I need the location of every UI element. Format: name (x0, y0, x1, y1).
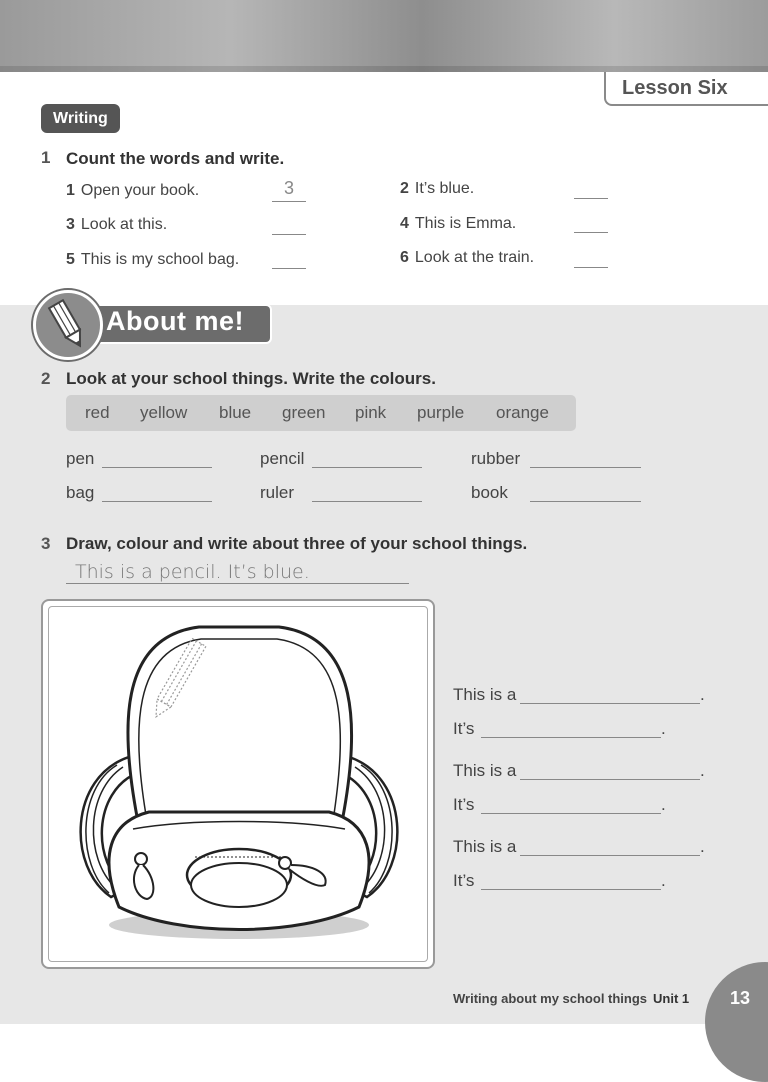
colour-answer-line[interactable] (102, 467, 212, 468)
ex1-answer-line-5[interactable] (272, 268, 306, 269)
sentence-3-line-1: This is a (453, 837, 517, 856)
sentence-answer-line[interactable] (520, 703, 700, 704)
sentence-2-line-1: This is a (453, 761, 517, 780)
sentence-answer-line[interactable] (481, 737, 661, 738)
colour-word: yellow (140, 403, 188, 422)
ex1-answer-1[interactable]: 3 (283, 178, 294, 198)
ex1-item-number: 5 (66, 251, 75, 268)
sentence-period: . (700, 761, 705, 780)
colour-answer-line[interactable] (530, 501, 641, 502)
ex1-item-text: This is Emma. (414, 215, 517, 232)
sentence-answer-line[interactable] (481, 813, 661, 814)
writing-badge: Writing (41, 104, 120, 133)
header-banner (0, 0, 768, 72)
drawing-area[interactable] (48, 606, 428, 962)
ex1-item-number: 4 (400, 215, 409, 232)
ex1-answer-line-3[interactable] (272, 234, 306, 235)
ex1-answer-line-4[interactable] (574, 232, 608, 233)
ex1-answer-line-6[interactable] (574, 267, 608, 268)
exercise-1-number: 1 (41, 148, 51, 167)
pencil-icon (36, 293, 100, 357)
ex1-item-text: This is my school bag. (80, 251, 240, 268)
sentence-period: . (661, 871, 666, 890)
ex1-item-4 (400, 215, 516, 233)
sentence-period: . (661, 795, 666, 814)
page-number: 13 (730, 988, 751, 1008)
sentence-answer-line[interactable] (520, 855, 700, 856)
example-line (66, 583, 409, 584)
exercise-2-instruction: Look at your school things. Write the colours. (66, 369, 436, 388)
ex1-item-number: 2 (400, 180, 409, 197)
colour-word: blue (219, 403, 252, 422)
pencil-badge (33, 290, 103, 360)
sentence-period: . (661, 719, 666, 738)
ex1-item-text: Open your book. (80, 182, 200, 199)
sentence-answer-line[interactable] (520, 779, 700, 780)
thing-label-rubber: rubber (471, 449, 521, 468)
colour-word: purple (417, 403, 465, 422)
colour-answer-line[interactable] (530, 467, 641, 468)
ex1-item-number: 1 (66, 182, 75, 199)
thing-label-pencil: pencil (260, 449, 305, 468)
ex1-item-5 (66, 251, 239, 269)
ex1-item-3 (66, 216, 167, 234)
ex1-item-text: Look at this. (80, 216, 168, 233)
ex1-item-text: It’s blue. (414, 180, 475, 197)
colour-word: green (282, 403, 326, 422)
ex1-item-number: 6 (400, 249, 409, 266)
ex1-item-text: Look at the train. (414, 249, 535, 266)
footer-unit: Unit 1 (653, 991, 690, 1006)
ex1-item-2 (400, 180, 474, 198)
colour-word: orange (496, 403, 549, 422)
ex1-item-number: 3 (66, 216, 75, 233)
thing-label-book: book (471, 483, 508, 502)
colour-word: pink (355, 403, 387, 422)
exercise-3-number: 3 (41, 534, 51, 553)
exercise-3-instruction: Draw, colour and write about three of your school things. (66, 534, 528, 553)
about-me-title: About me! (106, 306, 244, 336)
colour-answer-line[interactable] (312, 501, 422, 502)
exercise-1-instruction: Count the words and write. (66, 149, 285, 168)
thing-label-ruler: ruler (260, 483, 295, 502)
sentence-3-line-2: It’s (453, 871, 475, 890)
colour-answer-line[interactable] (102, 501, 212, 502)
sentence-period: . (700, 837, 705, 856)
sentence-1-line-2: It’s (453, 719, 475, 738)
sentence-1-line-1: This is a (453, 685, 517, 704)
colour-answer-line[interactable] (312, 467, 422, 468)
ex1-answer-line-1 (272, 201, 306, 202)
lesson-tab: Lesson Six (604, 72, 768, 106)
thing-label-pen: pen (66, 449, 95, 468)
sentence-period: . (700, 685, 705, 704)
example-sentence: This is a pencil. It’s blue. (75, 561, 310, 583)
school-bag-illustration (49, 607, 427, 961)
thing-label-bag: bag (66, 483, 95, 502)
sentence-2-line-2: It’s (453, 795, 475, 814)
ex1-item-6 (400, 249, 534, 267)
colour-word: red (85, 403, 110, 422)
ex1-answer-line-2[interactable] (574, 198, 608, 199)
ex1-item-1 (66, 182, 199, 200)
footer-title: Writing about my school things (453, 991, 648, 1006)
sentence-answer-line[interactable] (481, 889, 661, 890)
exercise-2-number: 2 (41, 369, 51, 388)
